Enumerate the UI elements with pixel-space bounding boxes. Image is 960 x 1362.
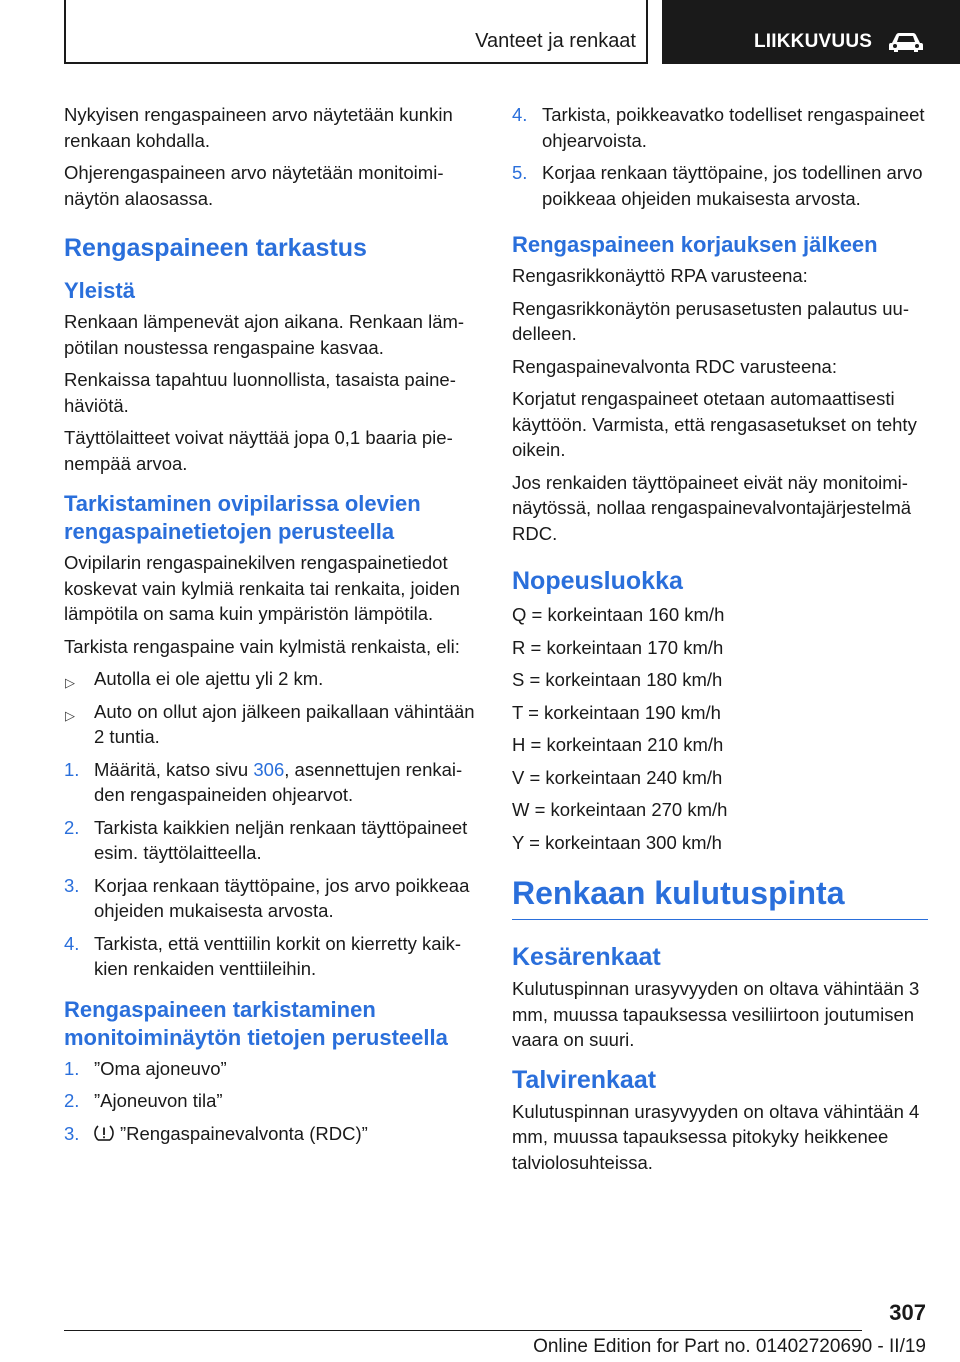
step-text: Korjaa renkaan täyttöpaine, jos arvo poikkeaa ohjeiden mukaisesta arvosta. — [94, 874, 470, 921]
step-item — [64, 1121, 482, 1147]
step-number: 3. — [64, 874, 80, 896]
triangle-bullet-icon: ▷ — [65, 707, 75, 723]
heading-monitoiminaytto: Rengaspaineen tarkistaminen monitoiminäytön tietojen perusteella — [64, 996, 448, 1050]
bullet-text: Autolla ei ole ajettu yli 2 km. — [94, 668, 324, 689]
paragraph: Rengaspainevalvonta RDC varusteena: — [512, 355, 837, 377]
paragraph: Renkaan lämpenevät ajon aikana. Renkaan lämpötilan noustessa rengaspaine kasvaa. — [64, 311, 465, 358]
bullet-item — [64, 666, 482, 692]
step-number: 1. — [64, 1057, 80, 1079]
step-item — [64, 1056, 482, 1082]
paragraph: Korjatut rengaspaineet otetaan automaattisesti käyttöön. Varmista, että rengasasetukset on tehty oikein. — [512, 388, 917, 460]
step-text: Tarkista, että venttiilin korkit on kierretty kaikkien renkaiden venttiileihin. — [94, 932, 462, 979]
heading-korjauksen-jalkeen: Rengaspaineen korjauksen jälkeen — [512, 232, 878, 257]
speed-class-item: W = korkeintaan 270 km/h — [512, 799, 728, 820]
step-number: 4. — [512, 104, 528, 125]
heading-kesarenkaat: Kesärenkaat — [512, 943, 661, 971]
step-item — [64, 931, 482, 982]
step-item — [64, 1088, 482, 1114]
paragraph: Rengasrikkonäytön perusasetusten palautus uudelleen. — [512, 297, 909, 344]
heading-yleista: Yleistä — [64, 278, 135, 303]
page-link-306[interactable]: 306 — [253, 758, 285, 780]
footer-divider — [64, 1330, 862, 1331]
step-text: Korjaa renkaan täyttöpaine, jos todellinen arvo poikkeaa ohjeiden mukaisesta arvosta. — [542, 162, 923, 209]
speed-class-item: V = korkeintaan 240 km/h — [512, 766, 723, 788]
heading-talvirenkaat: Talvirenkaat — [512, 1065, 657, 1094]
heading-ovipilari: Tarkistaminen ovipilarissa olevien rengaspainetietojen perusteella — [64, 491, 421, 544]
step-number: 1. — [64, 758, 80, 780]
step-text: Tarkista kaikkien neljän renkaan täyttöpaineet esim. täyttölaitteella. — [94, 816, 468, 863]
paragraph: Täyttölaitteet voivat näyttää jopa 0,1 baaria pienempää arvoa. — [64, 427, 453, 474]
speed-class-item: S = korkeintaan 180 km/h — [512, 669, 723, 690]
step-item — [512, 160, 928, 211]
step-number: 3. — [64, 1122, 80, 1144]
step-item — [64, 873, 482, 924]
bullet-item — [64, 699, 482, 750]
footer-edition: Online Edition for Part no. 01402720690 - II/19 — [533, 1336, 926, 1357]
left-column — [64, 102, 482, 1153]
heading-renkaan-kulutuspinta: Renkaan kulutuspinta — [512, 873, 928, 920]
step-text: ”Ajoneuvon tila” — [94, 1090, 223, 1111]
heading-rengaspaineen-tarkastus: Rengaspaineen tarkastus — [64, 234, 367, 262]
step-number: 4. — [64, 932, 80, 954]
header-section-title: Vanteet ja renkaat — [475, 30, 636, 52]
step-number: 2. — [64, 1090, 80, 1111]
heading-nopeusluokka: Nopeusluokka — [512, 567, 683, 595]
bullet-text: Auto on ollut ajon jälkeen paikallaan vähintään 2 tuntia. — [94, 700, 475, 747]
paragraph: Ovipilarin rengaspainekilven rengaspainetiedot koskevat vain kylmiä renkaita tai renkaita, joiden lämpötila on sama kuin ympäristön lämpötila. — [64, 552, 460, 624]
step-text: ”Rengaspainevalvonta (RDC)” — [120, 1122, 368, 1144]
speed-class-item: Y = korkeintaan 300 km/h — [512, 831, 722, 853]
step-item — [64, 757, 482, 808]
step-number: 2. — [64, 816, 80, 838]
paragraph: Renkaissa tapahtuu luonnollista, tasaista painehäviötä. — [64, 369, 456, 416]
speed-class-item: H = korkeintaan 210 km/h — [512, 734, 724, 755]
paragraph: Nykyisen rengaspaineen arvo näytetään kunkin renkaan kohdalla. — [64, 104, 453, 151]
header-chapter-tab — [662, 0, 960, 64]
paragraph: Kulutuspinnan urasyvyyden on oltava vähintään 4 mm, muussa tapauksessa pitokyky heikkenee talviolosuhteissa. — [512, 1100, 920, 1173]
paragraph: Tarkista rengaspaine vain kylmistä renkaista, eli: — [64, 635, 460, 657]
triangle-bullet-icon: ▷ — [65, 675, 75, 690]
speed-class-item: R = korkeintaan 170 km/h — [512, 636, 724, 658]
step-text: Määritä, katso sivu — [94, 758, 254, 780]
right-column — [512, 102, 928, 1182]
paragraph: Rengasrikkonäyttö RPA varusteena: — [512, 265, 808, 286]
speed-class-item: T = korkeintaan 190 km/h — [512, 701, 721, 723]
step-item — [64, 815, 482, 866]
page-number: 307 — [889, 1300, 926, 1325]
paragraph: Jos renkaiden täyttöpaineet eivät näy monitoiminäytössä, nollaa rengaspainevalvontajärjestelmä RDC. — [512, 471, 912, 544]
header-chapter-label: LIIKKUVUUS — [754, 31, 873, 52]
paragraph: Kulutuspinnan urasyvyyden on oltava vähintään 3 mm, muussa tapauksessa vesiliirtoon joutumisen vaara on suuri. — [512, 978, 920, 1050]
step-item — [512, 102, 928, 153]
step-number: 5. — [512, 162, 528, 183]
step-text: ”Oma ajoneuvo” — [94, 1057, 227, 1079]
paragraph: Ohjerengaspaineen arvo näytetään monitoiminäytön alaosassa. — [64, 162, 444, 209]
step-text: , asennettujen renkaiden rengaspaineiden ohjearvot. — [94, 758, 463, 805]
car-icon — [888, 30, 924, 54]
step-text: Tarkista, poikkeavatko todelliset rengaspaineet ohjearvoista. — [542, 104, 925, 151]
tire-pressure-warning-icon — [94, 1124, 114, 1142]
speed-class-item: Q = korkeintaan 160 km/h — [512, 604, 725, 625]
